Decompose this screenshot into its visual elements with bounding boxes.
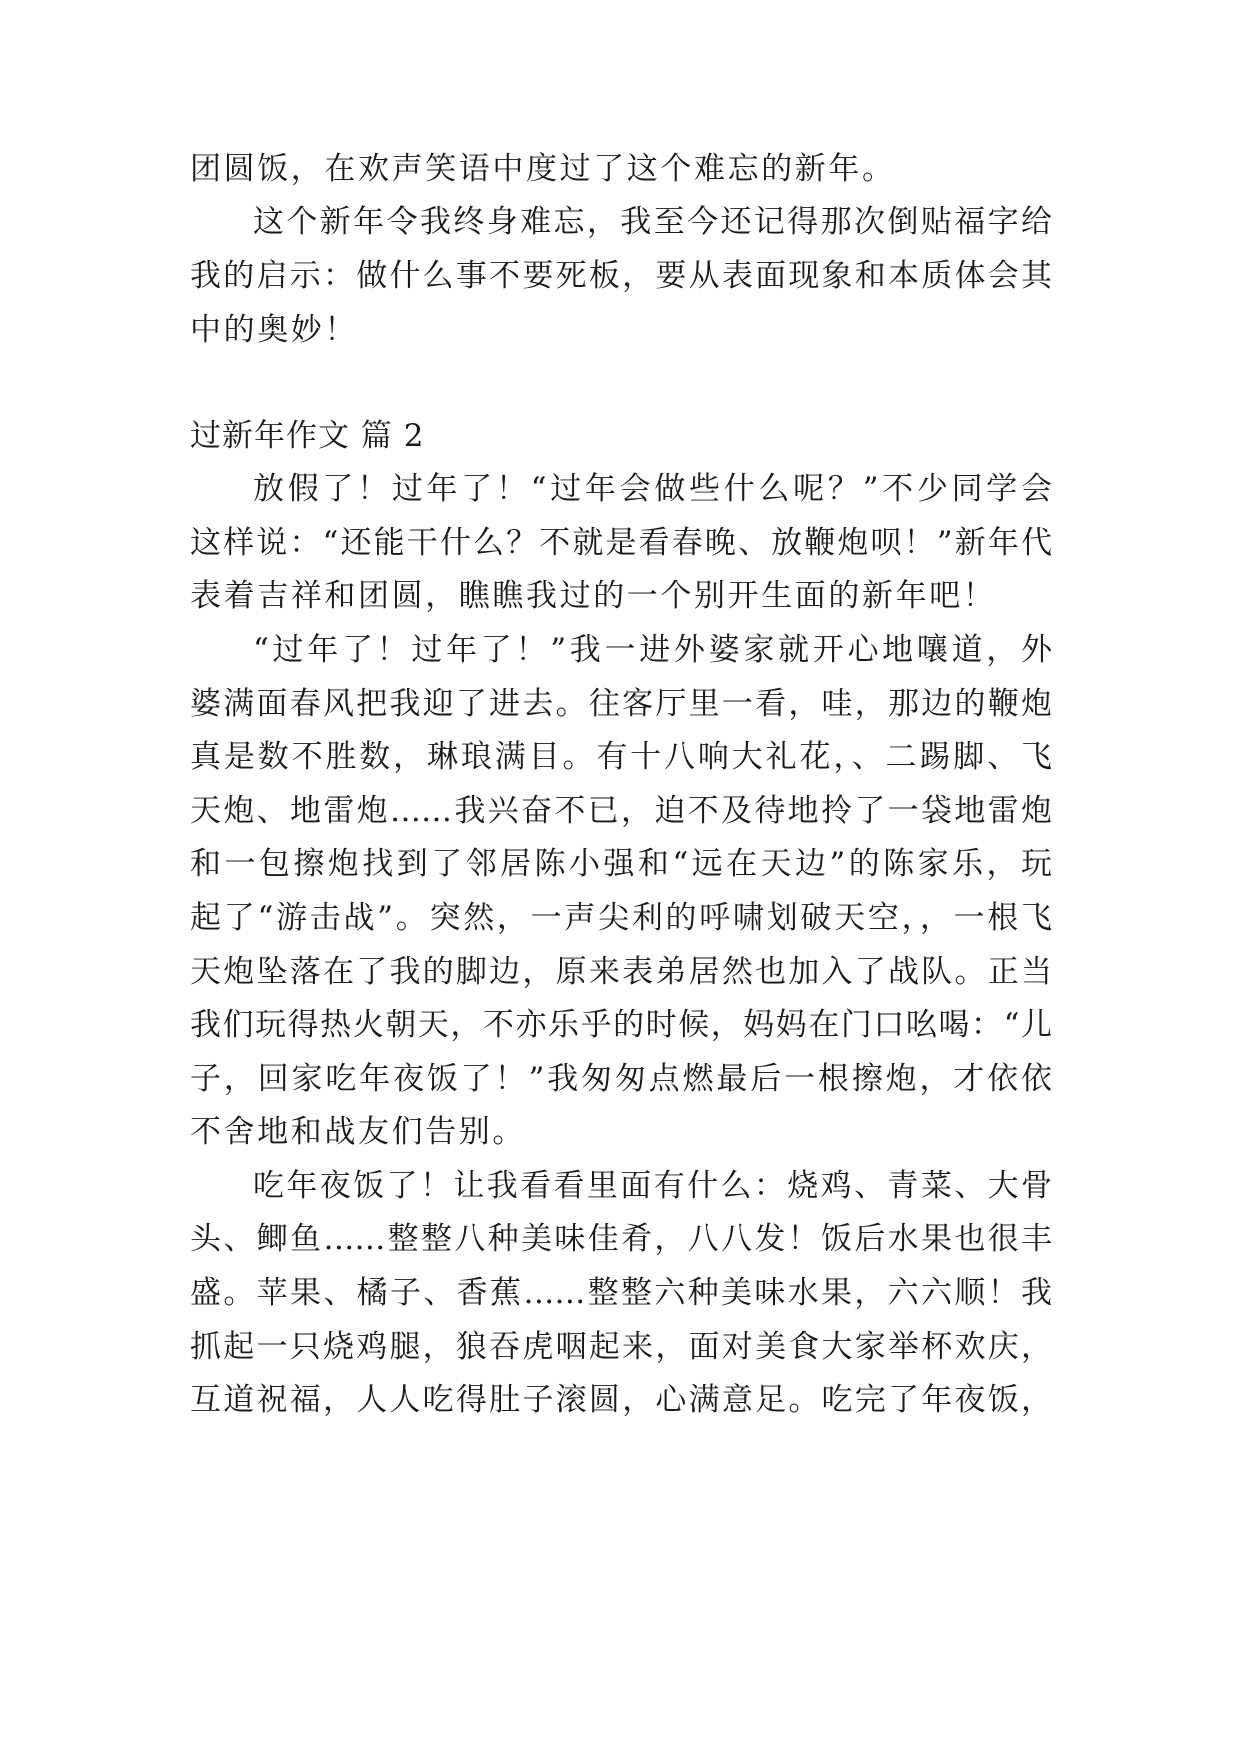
paragraph-line: 不舍地和战友们告别。	[190, 1114, 526, 1150]
paragraph-line: 和一包擦炮找到了邻居陈小强和“远在天边”的陈家乐，玩	[190, 846, 1052, 882]
paragraph-line: 抓起一只烧鸡腿，狼吞虎咽起来，面对美食大家举杯欢庆，	[190, 1329, 1052, 1365]
paragraph-line: 天炮坠落在了我的脚边，原来表弟居然也加入了战队。正当	[190, 954, 1052, 990]
paragraph-first-line: “过年了！过年了！”我一进外婆家就开心地嚷道，外	[253, 632, 1052, 668]
paragraph-line: 起了“游击战”。突然，一声尖利的呼啸划破天空，，一根飞	[190, 900, 1052, 936]
paragraph-first-line: 吃年夜饭了！让我看看里面有什么：烧鸡、青菜、大骨	[253, 1168, 1052, 1204]
paragraph-line: 表着吉祥和团圆，瞧瞧我过的一个别开生面的新年吧！	[190, 578, 997, 614]
paragraph-line: 天炮、地雷炮……我兴奋不已，迫不及待地拎了一袋地雷炮	[190, 793, 1052, 829]
paragraph-line: 真是数不胜数，琳琅满目。有十八响大礼花，、二踢脚、飞	[190, 739, 1052, 775]
paragraph-line: 这样说：“还能干什么？不就是看春晚、放鞭炮呗！”新年代	[190, 525, 1052, 561]
paragraph-line: 互道祝福，人人吃得肚子滚圆，心满意足。吃完了年夜饭，	[190, 1382, 1052, 1418]
paragraph-line: 我的启示：做什么事不要死板，要从表面现象和本质体会其	[190, 258, 1052, 294]
paragraph-line: 盛。苹果、橘子、香蕉……整整六种美味水果，六六顺！我	[190, 1275, 1052, 1311]
section-heading: 过新年作文 篇 2	[190, 418, 425, 454]
paragraph-line: 我们玩得热火朝天，不亦乐乎的时候，妈妈在门口吆喝：“儿	[190, 1007, 1052, 1043]
paragraph-line: 子，回家吃年夜饭了！”我匆匆点燃最后一根擦炮，才依依	[190, 1061, 1052, 1097]
paragraph-line: 团圆饭，在欢声笑语中度过了这个难忘的新年。	[190, 151, 896, 187]
paragraph-line: 头、鲫鱼……整整八种美味佳肴，八八发！饭后水果也很丰	[190, 1221, 1052, 1257]
paragraph-first-line: 这个新年令我终身难忘，我至今还记得那次倒贴福字给	[253, 204, 1052, 240]
paragraph-line: 婆满面春风把我迎了进去。往客厅里一看，哇，那边的鞭炮	[190, 686, 1052, 722]
paragraph-line: 中的奥妙！	[190, 312, 358, 348]
paragraph-first-line: 放假了！过年了！“过年会做些什么呢？”不少同学会	[253, 471, 1052, 507]
